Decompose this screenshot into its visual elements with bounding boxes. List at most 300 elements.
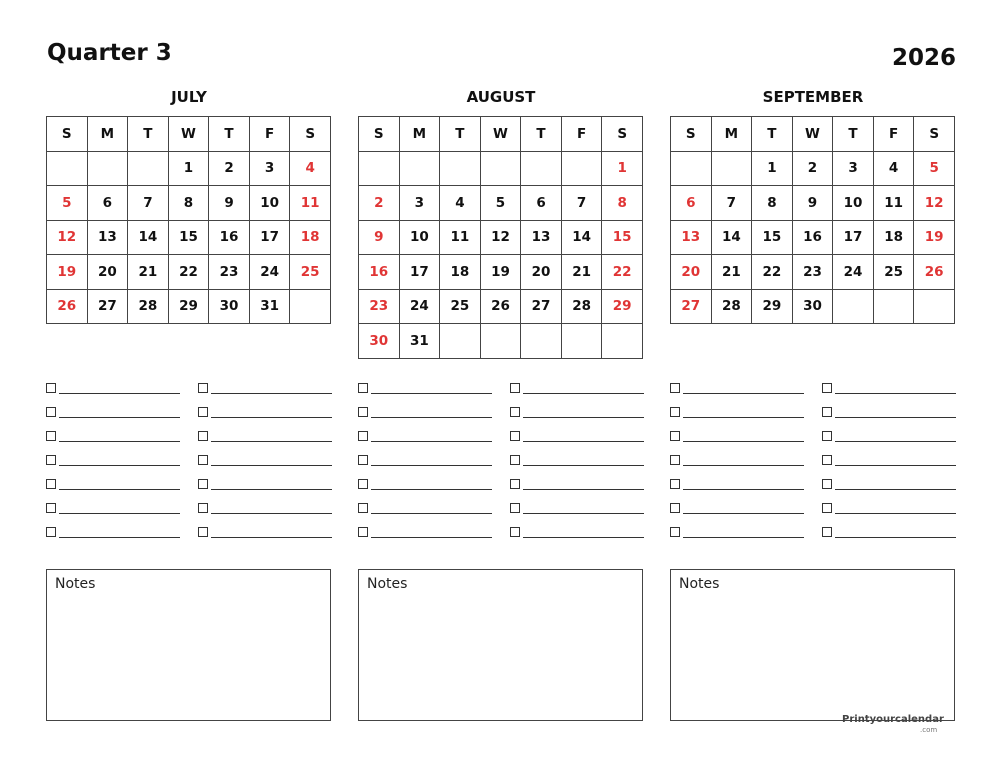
task-line[interactable]: [523, 441, 644, 442]
task-item: [822, 425, 956, 442]
day-cell: 21: [711, 255, 752, 290]
day-cell: 20: [87, 255, 128, 290]
week-row: [47, 220, 331, 255]
checkbox-icon[interactable]: [822, 383, 832, 393]
week-row: [359, 324, 643, 359]
weekday-label: S: [914, 117, 955, 152]
task-line[interactable]: [683, 489, 804, 490]
month-calendar-july: [46, 86, 332, 324]
day-cell: 26: [480, 289, 521, 324]
task-item: [822, 473, 956, 490]
day-cell: 11: [290, 186, 331, 221]
task-item: [510, 521, 644, 538]
task-item: [358, 473, 492, 490]
day-cell: 7: [711, 186, 752, 221]
day-cell: 19: [47, 255, 88, 290]
checkbox-icon[interactable]: [46, 479, 56, 489]
day-cell: 27: [671, 289, 712, 324]
checkbox-icon[interactable]: [46, 383, 56, 393]
week-row: [47, 186, 331, 221]
checkbox-icon[interactable]: [510, 407, 520, 417]
empty-day-cell: [561, 151, 602, 186]
day-cell: 15: [602, 220, 643, 255]
day-cell: 22: [602, 255, 643, 290]
day-cell: 3: [833, 151, 874, 186]
checkbox-icon[interactable]: [822, 479, 832, 489]
week-row: [359, 220, 643, 255]
day-cell: 3: [249, 151, 290, 186]
checkbox-icon[interactable]: [46, 407, 56, 417]
task-item: [510, 401, 644, 418]
task-line[interactable]: [371, 465, 492, 466]
day-cell: 19: [480, 255, 521, 290]
task-line[interactable]: [59, 537, 180, 538]
task-item: [510, 497, 644, 514]
checkbox-icon[interactable]: [822, 503, 832, 513]
task-line[interactable]: [683, 393, 804, 394]
task-line[interactable]: [211, 393, 332, 394]
empty-day-cell: [873, 289, 914, 324]
weekday-label: F: [873, 117, 914, 152]
page-title: Quarter 3: [47, 40, 172, 66]
task-line[interactable]: [523, 465, 644, 466]
week-row: [47, 255, 331, 290]
checkbox-icon[interactable]: [670, 383, 680, 393]
checkbox-icon[interactable]: [822, 527, 832, 537]
task-item: [822, 401, 956, 418]
task-item: [46, 449, 180, 466]
month-calendar-september: [670, 86, 956, 324]
notes-box[interactable]: [46, 569, 331, 721]
task-line[interactable]: [835, 489, 956, 490]
task-item: [358, 449, 492, 466]
notes-box[interactable]: [670, 569, 955, 721]
checkbox-icon[interactable]: [670, 455, 680, 465]
task-item: [358, 521, 492, 538]
day-cell: 29: [752, 289, 793, 324]
empty-day-cell: [399, 151, 440, 186]
day-cell: 6: [671, 186, 712, 221]
task-line[interactable]: [523, 489, 644, 490]
day-cell: 16: [359, 255, 400, 290]
day-cell: 2: [209, 151, 250, 186]
task-row: [358, 521, 644, 545]
task-item: [822, 449, 956, 466]
task-row: [358, 377, 644, 401]
day-cell: 7: [561, 186, 602, 221]
day-cell: 6: [87, 186, 128, 221]
month-name: AUGUST: [466, 88, 536, 106]
day-cell: 26: [914, 255, 955, 290]
day-cell: 7: [128, 186, 169, 221]
day-cell: 23: [209, 255, 250, 290]
task-row: [46, 521, 332, 545]
task-item: [46, 377, 180, 394]
week-row: [359, 289, 643, 324]
month-calendar-august: [358, 86, 644, 359]
task-row: [670, 401, 956, 425]
weekday-header-row: [47, 117, 331, 152]
brand-domain: .com: [920, 726, 938, 734]
day-cell: 14: [128, 220, 169, 255]
task-line[interactable]: [59, 441, 180, 442]
task-line[interactable]: [835, 465, 956, 466]
checkbox-icon[interactable]: [822, 455, 832, 465]
task-row: [358, 473, 644, 497]
weekday-label: M: [87, 117, 128, 152]
day-cell: 17: [249, 220, 290, 255]
task-item: [358, 497, 492, 514]
task-line[interactable]: [835, 417, 956, 418]
task-item: [510, 377, 644, 394]
day-cell: 18: [290, 220, 331, 255]
checkbox-icon[interactable]: [358, 407, 368, 417]
day-cell: 1: [752, 151, 793, 186]
checkbox-icon[interactable]: [198, 431, 208, 441]
day-cell: 6: [521, 186, 562, 221]
task-line[interactable]: [683, 441, 804, 442]
week-row: [47, 151, 331, 186]
empty-day-cell: [480, 151, 521, 186]
checkbox-icon[interactable]: [198, 527, 208, 537]
checkbox-icon[interactable]: [510, 527, 520, 537]
checkbox-icon[interactable]: [358, 383, 368, 393]
task-line[interactable]: [211, 489, 332, 490]
checkbox-icon[interactable]: [510, 383, 520, 393]
task-row: [358, 425, 644, 449]
task-item: [46, 401, 180, 418]
task-line[interactable]: [371, 441, 492, 442]
day-cell: 25: [440, 289, 481, 324]
day-cell: 12: [480, 220, 521, 255]
checkbox-icon[interactable]: [822, 431, 832, 441]
task-row: [46, 473, 332, 497]
weekday-label: F: [249, 117, 290, 152]
task-row: [670, 497, 956, 521]
task-row: [670, 449, 956, 473]
task-line[interactable]: [371, 417, 492, 418]
task-item: [198, 377, 332, 394]
empty-day-cell: [480, 324, 521, 359]
task-line[interactable]: [683, 417, 804, 418]
day-cell: 29: [602, 289, 643, 324]
day-cell: 20: [521, 255, 562, 290]
week-row: [671, 186, 955, 221]
day-cell: 18: [873, 220, 914, 255]
weekday-label: W: [168, 117, 209, 152]
calendar-grid: [670, 116, 955, 324]
day-cell: 25: [290, 255, 331, 290]
day-cell: 23: [792, 255, 833, 290]
day-cell: 27: [521, 289, 562, 324]
task-item: [822, 497, 956, 514]
day-cell: 14: [711, 220, 752, 255]
task-line[interactable]: [371, 513, 492, 514]
task-item: [670, 449, 804, 466]
task-row: [46, 497, 332, 521]
empty-day-cell: [290, 289, 331, 324]
checkbox-icon[interactable]: [198, 455, 208, 465]
weekday-label: M: [711, 117, 752, 152]
task-item: [822, 377, 956, 394]
task-line[interactable]: [59, 393, 180, 394]
empty-day-cell: [914, 289, 955, 324]
day-cell: 15: [752, 220, 793, 255]
day-cell: 23: [359, 289, 400, 324]
day-cell: 2: [792, 151, 833, 186]
task-item: [510, 473, 644, 490]
task-list: [670, 377, 956, 545]
day-cell: 13: [671, 220, 712, 255]
task-line[interactable]: [211, 537, 332, 538]
task-line[interactable]: [59, 465, 180, 466]
task-row: [670, 425, 956, 449]
day-cell: 10: [833, 186, 874, 221]
task-row: [358, 401, 644, 425]
task-item: [46, 497, 180, 514]
day-cell: 21: [561, 255, 602, 290]
checkbox-icon[interactable]: [670, 503, 680, 513]
day-cell: 3: [399, 186, 440, 221]
weekday-header-row: [359, 117, 643, 152]
weekday-label: T: [440, 117, 481, 152]
task-line[interactable]: [835, 537, 956, 538]
task-line[interactable]: [211, 417, 332, 418]
empty-day-cell: [47, 151, 88, 186]
notes-label: Notes: [367, 576, 408, 592]
empty-day-cell: [440, 324, 481, 359]
task-line[interactable]: [683, 465, 804, 466]
task-item: [198, 449, 332, 466]
task-list: [358, 377, 644, 545]
day-cell: 16: [792, 220, 833, 255]
day-cell: 21: [128, 255, 169, 290]
task-row: [46, 377, 332, 401]
checkbox-icon[interactable]: [510, 455, 520, 465]
day-cell: 28: [561, 289, 602, 324]
week-row: [671, 220, 955, 255]
day-cell: 2: [359, 186, 400, 221]
task-line[interactable]: [835, 393, 956, 394]
day-cell: 13: [87, 220, 128, 255]
day-cell: 17: [833, 220, 874, 255]
task-row: [46, 425, 332, 449]
checkbox-icon[interactable]: [358, 479, 368, 489]
task-item: [198, 497, 332, 514]
task-line[interactable]: [59, 489, 180, 490]
day-cell: 9: [209, 186, 250, 221]
empty-day-cell: [128, 151, 169, 186]
empty-day-cell: [833, 289, 874, 324]
day-cell: 15: [168, 220, 209, 255]
task-line[interactable]: [371, 393, 492, 394]
calendar-grid: [358, 116, 643, 359]
task-line[interactable]: [211, 513, 332, 514]
day-cell: 22: [168, 255, 209, 290]
checkbox-icon[interactable]: [46, 527, 56, 537]
weekday-label: S: [290, 117, 331, 152]
task-line[interactable]: [371, 489, 492, 490]
day-cell: 1: [602, 151, 643, 186]
task-line[interactable]: [683, 537, 804, 538]
task-item: [46, 521, 180, 538]
task-item: [198, 521, 332, 538]
checkbox-icon[interactable]: [670, 431, 680, 441]
task-line[interactable]: [523, 393, 644, 394]
week-row: [359, 151, 643, 186]
task-item: [358, 377, 492, 394]
checkbox-icon[interactable]: [358, 527, 368, 537]
task-item: [198, 473, 332, 490]
day-cell: 12: [47, 220, 88, 255]
task-row: [358, 497, 644, 521]
day-cell: 24: [249, 255, 290, 290]
weekday-label: T: [521, 117, 562, 152]
notes-box[interactable]: [358, 569, 643, 721]
task-item: [46, 425, 180, 442]
weekday-label: T: [752, 117, 793, 152]
task-item: [46, 473, 180, 490]
task-item: [358, 425, 492, 442]
week-row: [47, 289, 331, 324]
day-cell: 17: [399, 255, 440, 290]
day-cell: 14: [561, 220, 602, 255]
weekday-label: F: [561, 117, 602, 152]
task-row: [46, 449, 332, 473]
day-cell: 10: [249, 186, 290, 221]
day-cell: 13: [521, 220, 562, 255]
day-cell: 5: [47, 186, 88, 221]
checkbox-icon[interactable]: [198, 503, 208, 513]
empty-day-cell: [521, 324, 562, 359]
task-line[interactable]: [211, 465, 332, 466]
task-list: [46, 377, 332, 545]
day-cell: 19: [914, 220, 955, 255]
week-row: [671, 151, 955, 186]
day-cell: 4: [873, 151, 914, 186]
task-item: [198, 401, 332, 418]
empty-day-cell: [359, 151, 400, 186]
weekday-label: S: [671, 117, 712, 152]
day-cell: 10: [399, 220, 440, 255]
week-row: [671, 289, 955, 324]
day-cell: 18: [440, 255, 481, 290]
day-cell: 28: [711, 289, 752, 324]
weekday-label: T: [833, 117, 874, 152]
task-line[interactable]: [59, 417, 180, 418]
day-cell: 12: [914, 186, 955, 221]
task-row: [670, 377, 956, 401]
day-cell: 26: [47, 289, 88, 324]
checkbox-icon[interactable]: [198, 407, 208, 417]
task-item: [198, 425, 332, 442]
checkbox-icon[interactable]: [510, 479, 520, 489]
checkbox-icon[interactable]: [198, 383, 208, 393]
day-cell: 8: [168, 186, 209, 221]
task-line[interactable]: [371, 537, 492, 538]
notes-label: Notes: [55, 576, 96, 592]
checkbox-icon[interactable]: [358, 503, 368, 513]
day-cell: 5: [480, 186, 521, 221]
week-row: [359, 255, 643, 290]
week-row: [671, 255, 955, 290]
checkbox-icon[interactable]: [46, 455, 56, 465]
year-label: 2026: [891, 45, 956, 71]
empty-day-cell: [561, 324, 602, 359]
task-row: [670, 473, 956, 497]
weekday-label: S: [47, 117, 88, 152]
month-name: SEPTEMBER: [762, 88, 864, 106]
task-item: [670, 425, 804, 442]
week-row: [359, 186, 643, 221]
checkbox-icon[interactable]: [670, 527, 680, 537]
day-cell: 31: [249, 289, 290, 324]
task-line[interactable]: [835, 513, 956, 514]
checkbox-icon[interactable]: [358, 431, 368, 441]
day-cell: 30: [359, 324, 400, 359]
notes-label: Notes: [679, 576, 720, 592]
weekday-label: W: [792, 117, 833, 152]
checkbox-icon[interactable]: [670, 479, 680, 489]
day-cell: 30: [209, 289, 250, 324]
checkbox-icon[interactable]: [510, 503, 520, 513]
day-cell: 24: [399, 289, 440, 324]
empty-day-cell: [87, 151, 128, 186]
task-item: [670, 521, 804, 538]
day-cell: 4: [440, 186, 481, 221]
day-cell: 22: [752, 255, 793, 290]
day-cell: 8: [752, 186, 793, 221]
task-item: [358, 401, 492, 418]
day-cell: 1: [168, 151, 209, 186]
checkbox-icon[interactable]: [822, 407, 832, 417]
weekday-label: T: [128, 117, 169, 152]
task-line[interactable]: [683, 513, 804, 514]
day-cell: 11: [873, 186, 914, 221]
checkbox-icon[interactable]: [198, 479, 208, 489]
day-cell: 11: [440, 220, 481, 255]
task-line[interactable]: [59, 513, 180, 514]
checkbox-icon[interactable]: [46, 431, 56, 441]
task-line[interactable]: [523, 513, 644, 514]
task-item: [510, 449, 644, 466]
checkbox-icon[interactable]: [670, 407, 680, 417]
task-line[interactable]: [835, 441, 956, 442]
day-cell: 25: [873, 255, 914, 290]
task-line[interactable]: [211, 441, 332, 442]
weekday-label: T: [209, 117, 250, 152]
day-cell: 20: [671, 255, 712, 290]
empty-day-cell: [671, 151, 712, 186]
checkbox-icon[interactable]: [358, 455, 368, 465]
task-item: [670, 377, 804, 394]
task-item: [822, 521, 956, 538]
task-row: [358, 449, 644, 473]
calendar-grid: [46, 116, 331, 324]
empty-day-cell: [521, 151, 562, 186]
task-row: [670, 521, 956, 545]
task-item: [670, 497, 804, 514]
checkbox-icon[interactable]: [46, 503, 56, 513]
weekday-label: W: [480, 117, 521, 152]
checkbox-icon[interactable]: [510, 431, 520, 441]
task-item: [670, 473, 804, 490]
day-cell: 9: [359, 220, 400, 255]
task-line[interactable]: [523, 537, 644, 538]
task-line[interactable]: [523, 417, 644, 418]
day-cell: 9: [792, 186, 833, 221]
empty-day-cell: [711, 151, 752, 186]
